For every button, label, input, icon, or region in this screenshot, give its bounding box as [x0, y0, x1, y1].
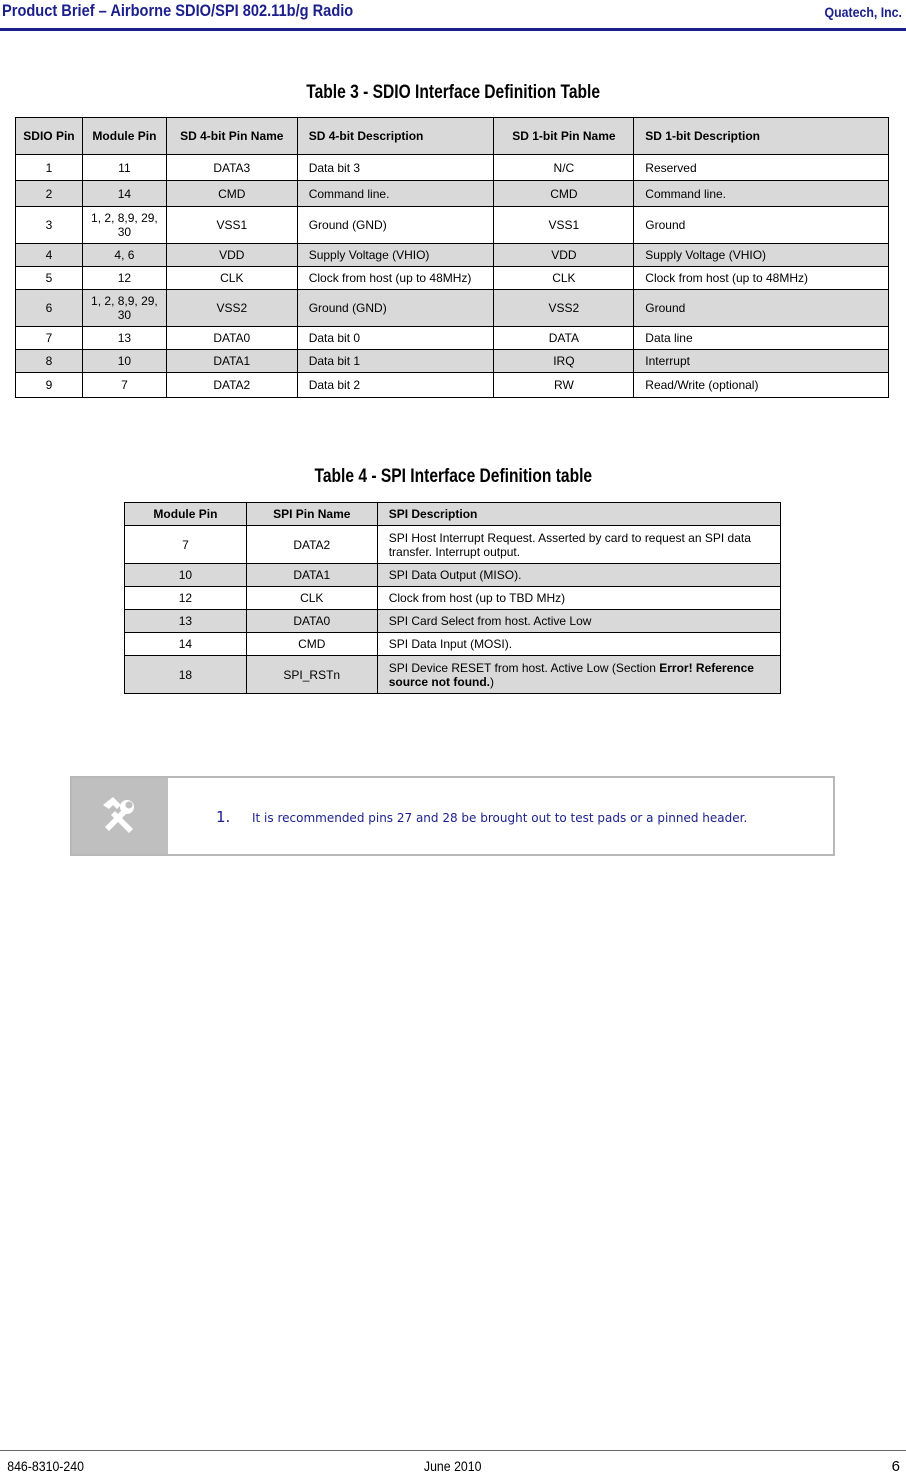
- cell-sd1-description: Reserved: [634, 155, 889, 181]
- cell-sd1-description: Interrupt: [634, 350, 889, 373]
- footer-date: [0, 1458, 906, 1474]
- cell-sd4-pin-name: DATA0: [166, 327, 297, 350]
- table-header-row: [125, 503, 781, 526]
- cell-sd4-description: Data bit 2: [297, 373, 494, 398]
- tools-icon: [99, 797, 143, 837]
- header-sd1-description: SD 1-bit Description: [634, 118, 889, 155]
- cell-sd4-description: Data bit 3: [297, 155, 494, 181]
- cell-sdio-pin: 5: [16, 267, 83, 290]
- table-row: [125, 526, 781, 564]
- table-row: [16, 155, 889, 181]
- cell-module-pin: 13: [125, 610, 247, 633]
- cell-sd1-description: Ground: [634, 290, 889, 327]
- cell-sd4-pin-name: DATA1: [166, 350, 297, 373]
- cell-module-pin: 7: [125, 526, 247, 564]
- header-sd4-pin-name: SD 4-bit Pin Name: [166, 118, 297, 155]
- cell-spi-pin-name: DATA2: [246, 526, 377, 564]
- cell-spi-pin-name: CMD: [246, 633, 377, 656]
- table4-caption: [0, 466, 906, 488]
- cell-module-pin: 10: [125, 564, 247, 587]
- header-sd1-pin-name: SD 1-bit Pin Name: [494, 118, 634, 155]
- header-sdio-pin: SDIO Pin: [16, 118, 83, 155]
- cell-sd1-description: Data line: [634, 327, 889, 350]
- cell-module-pin: 11: [82, 155, 166, 181]
- cell-sd1-pin-name: VSS2: [494, 290, 634, 327]
- cell-module-pin: 7: [82, 373, 166, 398]
- broken-reference: Error! Reference source not found.: [388, 660, 754, 689]
- desc-prefix: SPI Device RESET from host. Active Low (Section: [388, 660, 660, 675]
- cell-spi-description: SPI Host Interrupt Request. Asserted by card to request an SPI data transfer. Interrupt output.: [377, 526, 780, 564]
- cell-module-pin: 1, 2, 8,9, 29, 30: [82, 207, 166, 244]
- cell-spi-description: SPI Card Select from host. Active Low: [377, 610, 780, 633]
- cell-sd4-description: Clock from host (up to 48MHz): [297, 267, 494, 290]
- cell-sdio-pin: 1: [16, 155, 83, 181]
- cell-spi-description: SPI Data Output (MISO).: [377, 564, 780, 587]
- cell-sd4-pin-name: DATA3: [166, 155, 297, 181]
- cell-module-pin: 4, 6: [82, 244, 166, 267]
- cell-sd1-description: Ground: [634, 207, 889, 244]
- table-row: [16, 327, 889, 350]
- header-module-pin: Module Pin: [125, 503, 247, 526]
- date-text: June 2010: [424, 1458, 482, 1474]
- table-row: [125, 656, 781, 694]
- cell-sd4-description: Data bit 0: [297, 327, 494, 350]
- cell-sd4-pin-name: VSS2: [166, 290, 297, 327]
- cell-sd1-pin-name: N/C: [494, 155, 634, 181]
- sdio-interface-table: [15, 117, 889, 398]
- cell-sd1-pin-name: IRQ: [494, 350, 634, 373]
- cell-sd1-description: Read/Write (optional): [634, 373, 889, 398]
- cell-sd4-pin-name: VDD: [166, 244, 297, 267]
- spi-interface-table: [124, 502, 781, 694]
- table-row: [16, 207, 889, 244]
- cell-sd1-description: Supply Voltage (VHIO): [634, 244, 889, 267]
- table-row: [16, 267, 889, 290]
- table-row: [125, 564, 781, 587]
- cell-spi-description: SPI Data Input (MOSI).: [377, 633, 780, 656]
- footer-page-number: 6: [891, 1458, 900, 1475]
- table3-body: [16, 155, 889, 398]
- table-row: [125, 633, 781, 656]
- table-header-row: [16, 118, 889, 155]
- cell-spi-pin-name: DATA0: [246, 610, 377, 633]
- cell-sd4-pin-name: CMD: [166, 181, 297, 207]
- cell-sd4-description: Ground (GND): [297, 207, 494, 244]
- table-row: [125, 587, 781, 610]
- footer-divider: [0, 1450, 906, 1451]
- table3-caption: [0, 82, 906, 104]
- cell-spi-pin-name: SPI_RSTn: [246, 656, 377, 694]
- cell-sd4-description: Supply Voltage (VHIO): [297, 244, 494, 267]
- cell-sd4-description: Ground (GND): [297, 290, 494, 327]
- doc-number-text: 846-8310-240: [7, 1458, 84, 1474]
- table-row: [16, 290, 889, 327]
- cell-spi-description: [377, 656, 780, 694]
- cell-sd4-pin-name: CLK: [166, 267, 297, 290]
- cell-sd1-pin-name: DATA: [494, 327, 634, 350]
- cell-sdio-pin: 3: [16, 207, 83, 244]
- table-row: [16, 244, 889, 267]
- cell-sd4-pin-name: DATA2: [166, 373, 297, 398]
- cell-sd1-description: Command line.: [634, 181, 889, 207]
- table-row: [16, 373, 889, 398]
- table4-body: [125, 526, 781, 656]
- cell-sd1-pin-name: VDD: [494, 244, 634, 267]
- cell-module-pin: 14: [125, 633, 247, 656]
- cell-spi-pin-name: DATA1: [246, 564, 377, 587]
- cell-sd1-description: Clock from host (up to 48MHz): [634, 267, 889, 290]
- cell-sd4-pin-name: VSS1: [166, 207, 297, 244]
- table4-caption-text: Table 4 - SPI Interface Definition table: [314, 466, 592, 487]
- table-row: [125, 610, 781, 633]
- header-spi-pin-name: SPI Pin Name: [246, 503, 377, 526]
- cell-sdio-pin: 7: [16, 327, 83, 350]
- company-name: Quatech, Inc.: [824, 4, 902, 20]
- header-module-pin: Module Pin: [82, 118, 166, 155]
- page-header: [0, 0, 906, 31]
- document-title: Product Brief – Airborne SDIO/SPI 802.11b/g Radio: [2, 1, 354, 20]
- cell-sd1-pin-name: CMD: [494, 181, 634, 207]
- cell-sdio-pin: 2: [16, 181, 83, 207]
- cell-sdio-pin: 6: [16, 290, 83, 327]
- cell-sd1-pin-name: VSS1: [494, 207, 634, 244]
- cell-module-pin: 18: [125, 656, 247, 694]
- cell-module-pin: 12: [125, 587, 247, 610]
- cell-module-pin: 13: [82, 327, 166, 350]
- note-text: It is recommended pins 27 and 28 be brought out to test pads or a pinned header.: [252, 811, 748, 825]
- cell-sdio-pin: 8: [16, 350, 83, 373]
- header-spi-description: SPI Description: [377, 503, 780, 526]
- cell-module-pin: 10: [82, 350, 166, 373]
- note-number: 1.: [216, 808, 231, 826]
- note-box: [70, 776, 835, 856]
- cell-sdio-pin: 9: [16, 373, 83, 398]
- table-row: [16, 181, 889, 207]
- cell-sd1-pin-name: RW: [494, 373, 634, 398]
- cell-module-pin: 1, 2, 8,9, 29, 30: [82, 290, 166, 327]
- desc-suffix: ): [490, 674, 495, 689]
- cell-spi-pin-name: CLK: [246, 587, 377, 610]
- cell-module-pin: 12: [82, 267, 166, 290]
- cell-sd4-description: Data bit 1: [297, 350, 494, 373]
- cell-spi-description: Clock from host (up to TBD MHz): [377, 587, 780, 610]
- cell-sd4-description: Command line.: [297, 181, 494, 207]
- table-row: [16, 350, 889, 373]
- table3-caption-text: Table 3 - SDIO Interface Definition Table: [306, 82, 600, 103]
- cell-sd1-pin-name: CLK: [494, 267, 634, 290]
- note-icon-box: [72, 778, 168, 854]
- header-sd4-description: SD 4-bit Description: [297, 118, 494, 155]
- cell-sdio-pin: 4: [16, 244, 83, 267]
- cell-module-pin: 14: [82, 181, 166, 207]
